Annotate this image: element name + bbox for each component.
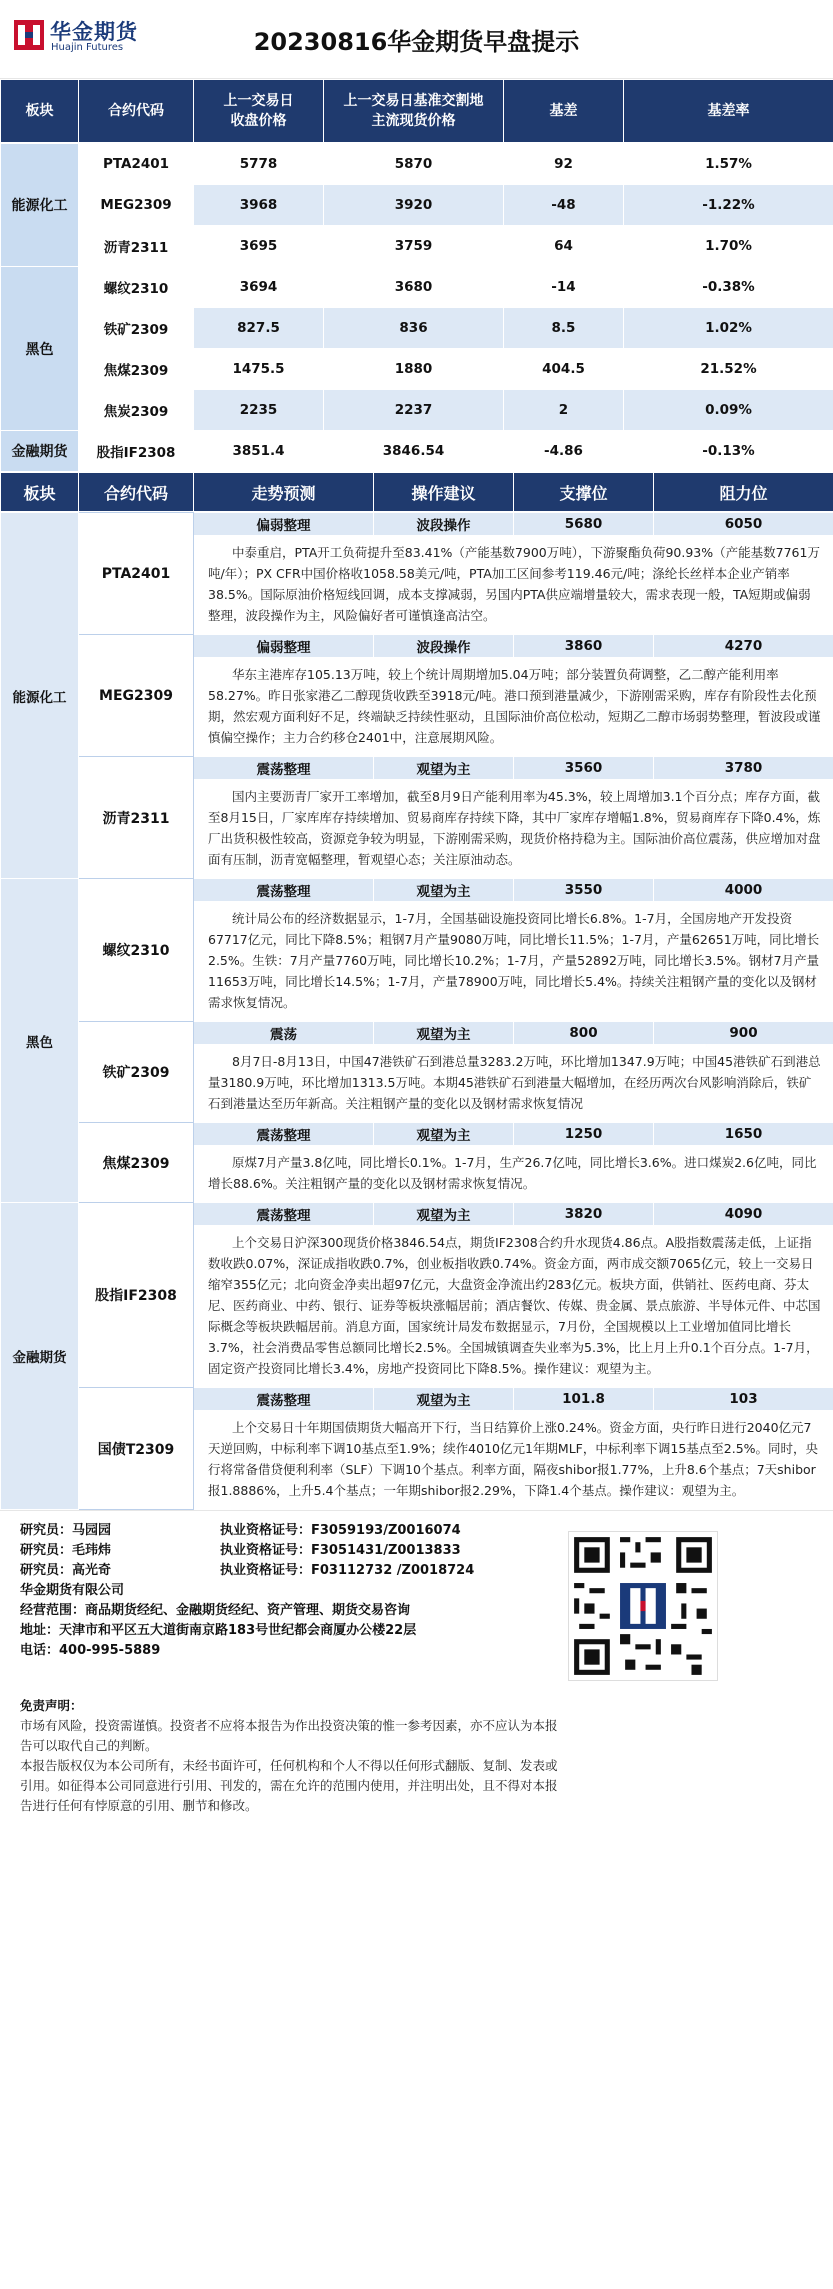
basis-rate: 1.57% bbox=[624, 144, 833, 185]
contract-code: MEG2309 bbox=[79, 635, 194, 757]
disclaimer bbox=[20, 1696, 560, 1816]
logo-cn-text: 华金期货 bbox=[50, 20, 138, 44]
basis-row bbox=[1, 144, 833, 185]
trend-value: 震荡整理 bbox=[194, 1203, 374, 1226]
contract-code: 铁矿2309 bbox=[79, 308, 194, 349]
contract-code: 螺纹2310 bbox=[79, 879, 194, 1022]
strategy-row bbox=[1, 635, 833, 658]
resist-value: 3780 bbox=[654, 757, 833, 780]
col-header-code: 合约代码 bbox=[79, 80, 194, 143]
basis-rate: -0.13% bbox=[624, 431, 833, 472]
contact-info bbox=[20, 1521, 474, 1661]
basis-value: 92 bbox=[504, 144, 624, 185]
trend-value: 震荡整理 bbox=[194, 1123, 374, 1146]
logo-en-text: Huajin Futures bbox=[51, 42, 124, 53]
advice-value: 波段操作 bbox=[374, 513, 514, 536]
basis-row bbox=[1, 185, 833, 226]
basis-row bbox=[1, 308, 833, 349]
support-value: 3820 bbox=[514, 1203, 654, 1226]
researcher-name: 研究员：马园园 bbox=[20, 1523, 112, 1538]
resist-value: 4000 bbox=[654, 879, 833, 902]
strategy-row bbox=[1, 879, 833, 902]
close-price: 3851.4 bbox=[194, 431, 324, 472]
basis-row bbox=[1, 267, 833, 308]
contract-code: 沥青2311 bbox=[79, 226, 194, 267]
contract-code: 焦煤2309 bbox=[79, 1123, 194, 1203]
company-name: 华金期货有限公司 bbox=[20, 1583, 125, 1598]
spot-price: 1880 bbox=[324, 349, 504, 390]
trend-value: 偏弱整理 bbox=[194, 635, 374, 658]
commentary-text: 统计局公布的经济数据显示，1-7月，全国基础设施投资同比增长6.8%。1-7月，全国房地产开发投资67717亿元，同比下降8.5%；粗钢7月产量9080万吨，同比增长11.5%；1-7月，产量62651万吨，同比增长2.5%。生铁：7月产量7760万吨，同比增长10.2%；1-7月，产量52892万吨，同比增长3.5%。钢材7月产量11653万吨，同比增长14.5%；1-7月，产量78900万吨，同比增长5.4%。持续关注粗钢产量的变化以及钢材需求恢复情况。 bbox=[208, 911, 820, 1010]
col-header-block-2: 板块 bbox=[1, 473, 79, 512]
advice-value: 观望为主 bbox=[374, 1123, 514, 1146]
strategy-row bbox=[1, 1388, 833, 1411]
strategy-row bbox=[1, 513, 833, 536]
spot-price: 5870 bbox=[324, 144, 504, 185]
close-price: 5778 bbox=[194, 144, 324, 185]
col-header-code-2: 合约代码 bbox=[79, 473, 194, 512]
close-price: 1475.5 bbox=[194, 349, 324, 390]
basis-value: -4.86 bbox=[504, 431, 624, 472]
commentary-text: 上个交易日沪深300现货价格3846.54点，期货IF2308合约升水现货4.86点。A股指数震荡走低，上证指数收跌0.07%，深证成指收跌0.7%，创业板指收跌0.74%。资金方面，两市成交额7065亿元，较上一交易日缩窄355亿元；北向资金净卖出超97亿元，大盘资金净流出约283亿元。板块方面，供销社、医药电商、芬太尼、医药商业、中药、银行、证券等板块涨幅居前；酒店餐饮、传媒、贵金属、景点旅游、半导体元件、中芯国际概念等板块跌幅居前。消息方面，国家统计局发布数据显示，7月份，全国规模以上工业增加值同比增长3.7%，社会消费品零售总额同比增长2.5%。全国城镇调查失业率为5.3%，比上月上升0.1个百分点。1-7月，固定资产投资同比增长3.4%，房地产投资同比下降8.5%。操作建议：观望为主。 bbox=[208, 1235, 821, 1376]
col-header-resist: 阻力位 bbox=[654, 473, 833, 512]
trend-value: 偏弱整理 bbox=[194, 513, 374, 536]
trend-value: 震荡整理 bbox=[194, 879, 374, 902]
basis-row bbox=[1, 431, 833, 472]
basis-row bbox=[1, 390, 833, 431]
block-label: 黑色 bbox=[1, 879, 79, 1203]
contract-code: MEG2309 bbox=[79, 185, 194, 226]
close-price: 3968 bbox=[194, 185, 324, 226]
col-header-basis-rate: 基差率 bbox=[624, 80, 833, 143]
researcher-row bbox=[20, 1561, 474, 1581]
col-header-block: 板块 bbox=[1, 80, 79, 143]
advice-value: 观望为主 bbox=[374, 1022, 514, 1045]
basis-rate: 21.52% bbox=[624, 349, 833, 390]
basis-row bbox=[1, 349, 833, 390]
basis-rate: 1.02% bbox=[624, 308, 833, 349]
disclaimer-text-1: 市场有风险，投资需谨慎。投资者不应将本报告为作出投资决策的惟一参考因素，亦不应认为本报告可以取代自己的判断。 bbox=[20, 1718, 558, 1753]
researcher-row bbox=[20, 1541, 474, 1561]
company-phone: 电话：400-995-5889 bbox=[20, 1643, 161, 1658]
strategy-row bbox=[1, 1022, 833, 1045]
block-label: 金融期货 bbox=[1, 1203, 79, 1510]
disclaimer-text-2: 本报告版权仅为本公司所有，未经书面许可，任何机构和个人不得以任何形式翻版、复制、发表或引用。如征得本公司同意进行引用、刊发的，需在允许的范围内使用，并注明出处，且不得对本报告进行任何有悖原意的引用、删节和修改。 bbox=[20, 1758, 558, 1813]
researcher-cert: 执业资格证号：F3059193/Z0016074 bbox=[220, 1523, 461, 1538]
col-header-advice: 操作建议 bbox=[374, 473, 514, 512]
basis-table-body bbox=[0, 143, 833, 472]
support-value: 800 bbox=[514, 1022, 654, 1045]
basis-rate: -0.38% bbox=[624, 267, 833, 308]
strategy-table-header bbox=[0, 472, 833, 512]
contract-code: 股指IF2308 bbox=[79, 1203, 194, 1388]
contract-code: 焦煤2309 bbox=[79, 349, 194, 390]
strategy-table-body bbox=[0, 512, 833, 1510]
contract-code: 铁矿2309 bbox=[79, 1022, 194, 1123]
spot-price: 836 bbox=[324, 308, 504, 349]
disclaimer-title: 免责声明： bbox=[20, 1698, 83, 1713]
support-value: 3550 bbox=[514, 879, 654, 902]
commentary-text: 8月7日-8月13日，中国47港铁矿石到港总量3283.2万吨，环比增加1347.9万吨；中国45港铁矿石到港总量3180.9万吨，环比增加1313.5万吨。本期45港铁矿石到港量大幅增加，在经历两次台风影响消除后，铁矿石到港量达至历年新高。关注粗钢产量的变化以及钢材需求恢复情况 bbox=[208, 1054, 821, 1111]
spot-price: 2237 bbox=[324, 390, 504, 431]
researcher-cert: 执业资格证号：F03112732 /Z0018724 bbox=[220, 1563, 475, 1578]
advice-value: 波段操作 bbox=[374, 635, 514, 658]
contract-code: 国债T2309 bbox=[79, 1388, 194, 1510]
basis-header-row bbox=[1, 80, 833, 143]
col-header-support: 支撑位 bbox=[514, 473, 654, 512]
advice-value: 观望为主 bbox=[374, 1203, 514, 1226]
contract-code: 焦炭2309 bbox=[79, 390, 194, 431]
col-header-spot: 上一交易日基准交割地 主流现货价格 bbox=[324, 80, 504, 143]
advice-value: 观望为主 bbox=[374, 757, 514, 780]
resist-value: 4270 bbox=[654, 635, 833, 658]
advice-value: 观望为主 bbox=[374, 1388, 514, 1411]
support-value: 5680 bbox=[514, 513, 654, 536]
close-price: 3694 bbox=[194, 267, 324, 308]
close-price: 3695 bbox=[194, 226, 324, 267]
trend-value: 震荡整理 bbox=[194, 1388, 374, 1411]
basis-value: 2 bbox=[504, 390, 624, 431]
commentary-text: 中泰重启，PTA开工负荷提升至83.41%（产能基数7900万吨），下游聚酯负荷90.93%（产能基数7761万吨/年）；PX CFR中国价格收1058.58美元/吨，PTA加工区间参考119.46元/吨；涤纶长丝样本企业产销率38.5%。国际原油价格短线回调，成本支撑减弱，另国内PTA供应端增量较大，需求表现一般，TA短期或偏弱整理，波段操作为主，风险偏好者可谨慎逢高沽空。 bbox=[208, 545, 820, 623]
company-address: 地址：天津市和平区五大道街南京路183号世纪都会商厦办公楼22层 bbox=[20, 1623, 417, 1638]
support-value: 101.8 bbox=[514, 1388, 654, 1411]
contract-code: 沥青2311 bbox=[79, 757, 194, 879]
spot-price: 3920 bbox=[324, 185, 504, 226]
contract-code: PTA2401 bbox=[79, 513, 194, 635]
close-price: 2235 bbox=[194, 390, 324, 431]
col-header-close: 上一交易日 收盘价格 bbox=[194, 80, 324, 143]
commentary-text: 上个交易日十年期国债期货大幅高开下行，当日结算价上涨0.24%。资金方面，央行昨日进行2040亿元7天逆回购，中标利率下调10基点至1.9%；续作4010亿元1年期MLF，中标利率下调15基点至2.5%。同时，央行将常备借贷便利利率（SLF）下调10个基点。利率方面，隔夜shibor报1.77%，上升8.6个基点；7天shibor报1.8886%，上升5.4个基点；一年期shibor报2.29%，下降1.4个基点。操作建议：观望为主。 bbox=[208, 1420, 819, 1498]
strategy-header-row bbox=[1, 473, 833, 512]
basis-table bbox=[0, 79, 833, 143]
basis-value: -14 bbox=[504, 267, 624, 308]
block-label: 能源化工 bbox=[1, 513, 79, 879]
basis-rate: 1.70% bbox=[624, 226, 833, 267]
report-footer bbox=[0, 1510, 833, 1819]
resist-value: 103 bbox=[654, 1388, 833, 1411]
col-header-trend: 走势预测 bbox=[194, 473, 374, 512]
block-label: 黑色 bbox=[1, 267, 79, 431]
basis-value: 404.5 bbox=[504, 349, 624, 390]
qr-code-icon bbox=[568, 1531, 718, 1681]
basis-rate: -1.22% bbox=[624, 185, 833, 226]
report-header bbox=[0, 0, 833, 79]
support-value: 3560 bbox=[514, 757, 654, 780]
commentary-text: 华东主港库存105.13万吨，较上个统计周期增加5.04万吨；部分装置负荷调整，乙二醇产能利用率58.27%。昨日张家港乙二醇现货收跌至3918元/吨。港口预到港量减少，下游刚需采购，库存有阶段性去化预期，然宏观方面利好不足，终端缺乏持续性驱动，且国际油价高位松动，短期乙二醇市场弱势整理，暂波段或谨慎偏空操作；主力合约移仓2401中，注意展期风险。 bbox=[208, 667, 821, 745]
researcher-cert: 执业资格证号：F3051431/Z0013833 bbox=[220, 1543, 461, 1558]
trend-value: 震荡 bbox=[194, 1022, 374, 1045]
block-label: 能源化工 bbox=[1, 144, 79, 267]
support-value: 3860 bbox=[514, 635, 654, 658]
resist-value: 1650 bbox=[654, 1123, 833, 1146]
commentary-text: 原煤7月产量3.8亿吨，同比增长0.1%。1-7月，生产26.7亿吨，同比增长3.6%。进口煤炭2.6亿吨，同比增长88.6%。关注粗钢产量的变化以及钢材需求恢复情况。 bbox=[208, 1155, 817, 1191]
contract-code: PTA2401 bbox=[79, 144, 194, 185]
business-scope: 经营范围：商品期货经纪、金融期货经纪、资产管理、期货交易咨询 bbox=[20, 1603, 411, 1618]
resist-value: 6050 bbox=[654, 513, 833, 536]
block-label: 金融期货 bbox=[1, 431, 79, 472]
researcher-name: 研究员：高光奇 bbox=[20, 1563, 112, 1578]
resist-value: 900 bbox=[654, 1022, 833, 1045]
basis-value: -48 bbox=[504, 185, 624, 226]
col-header-basis: 基差 bbox=[504, 80, 624, 143]
contract-code: 股指IF2308 bbox=[79, 431, 194, 472]
spot-price: 3680 bbox=[324, 267, 504, 308]
researcher-name: 研究员：毛玮炜 bbox=[20, 1543, 112, 1558]
commentary-text: 国内主要沥青厂家开工率增加，截至8月9日产能利用率为45.3%，较上周增加3.1个百分点；库存方面，截至8月15日，厂家库库存持续增加、贸易商库存持续下降，其中厂家库存增幅1.8%，贸易商库存下降0.4%，炼厂出货积极性较高，资源竞争较为明显，下游刚需采购，现货价格持稳为主。国际油价高位震荡，供应增加对盘面有压制，沥青宽幅整理，暂观望心态；关注原油动态。 bbox=[208, 789, 821, 867]
spot-price: 3846.54 bbox=[324, 431, 504, 472]
resist-value: 4090 bbox=[654, 1203, 833, 1226]
support-value: 1250 bbox=[514, 1123, 654, 1146]
contract-code: 螺纹2310 bbox=[79, 267, 194, 308]
page-title: 20230816华金期货早盘提示 bbox=[253, 28, 580, 56]
basis-value: 64 bbox=[504, 226, 624, 267]
strategy-row bbox=[1, 1203, 833, 1226]
researcher-row bbox=[20, 1521, 474, 1541]
close-price: 827.5 bbox=[194, 308, 324, 349]
basis-row bbox=[1, 226, 833, 267]
basis-rate: 0.09% bbox=[624, 390, 833, 431]
spot-price: 3759 bbox=[324, 226, 504, 267]
trend-value: 震荡整理 bbox=[194, 757, 374, 780]
strategy-row bbox=[1, 757, 833, 780]
strategy-row bbox=[1, 1123, 833, 1146]
basis-value: 8.5 bbox=[504, 308, 624, 349]
advice-value: 观望为主 bbox=[374, 879, 514, 902]
